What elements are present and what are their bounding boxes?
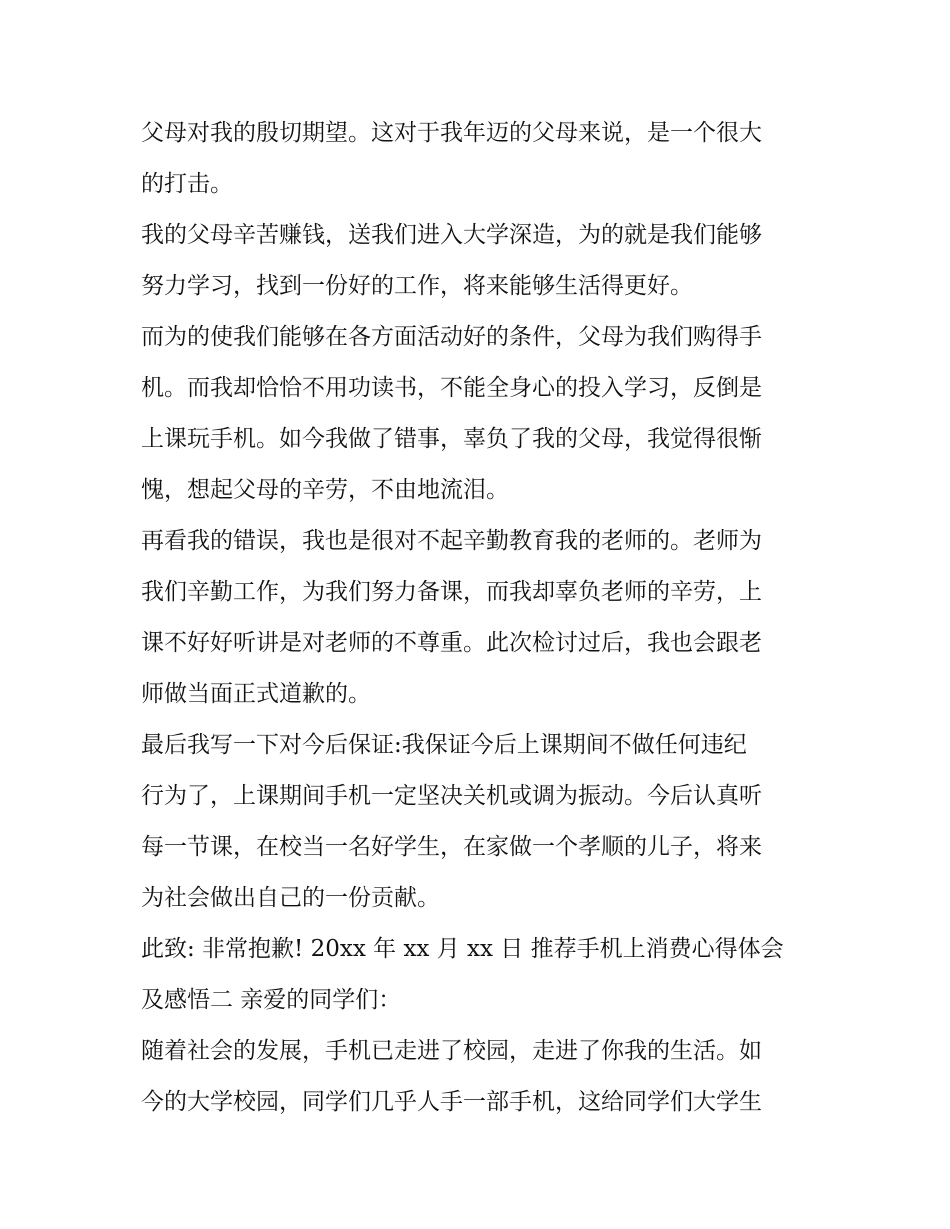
text-line: 今的大学校园，同学们几乎人手一部手机，这给同学们大学生 [141,1089,762,1115]
text-line: 及感悟二 亲爱的同学们： [141,987,402,1013]
text-line: 而为的使我们能够在各方面活动好的条件，父母为我们购得手 [141,324,762,350]
text-line: 为社会做出自己的一份贡献。 [141,885,440,911]
text-line: 机。而我却恰恰不用功读书，不能全身心的投入学习，反倒是 [141,375,762,401]
text-line: 愧，想起父母的辛劳，不由地流泪。 [141,477,509,503]
text-line: 师做当面正式道歉的。 [141,681,371,707]
text-line: 上课玩手机。如今我做了错事，辜负了我的父母，我觉得很惭 [141,426,762,452]
text-line: 我们辛勤工作，为我们努力备课，而我却辜负老师的辛劳，上 [141,579,762,605]
document-body [141,108,821,1128]
text-line: 每一节课，在校当一名好学生，在家做一个孝顺的儿子，将来 [141,834,762,860]
text-line: 的打击。 [141,171,233,197]
text-line: 行为了，上课期间手机一定坚决关机或调为振动。今后认真听 [141,783,762,809]
text-line: 此致: 非常抱歉! 20xx 年 xx 月 xx 日 推荐手机上消费心得体会 [141,936,784,962]
text-line: 最后我写一下对今后保证:我保证今后上课期间不做任何违纪 [141,732,747,758]
text-line: 努力学习，找到一份好的工作，将来能够生活得更好。 [141,273,693,299]
text-line: 再看我的错误，我也是很对不起辛勤教育我的老师的。老师为 [141,528,762,554]
text-line: 我的父母辛苦赚钱，送我们进入大学深造，为的就是我们能够 [141,222,762,248]
text-line: 父母对我的殷切期望。这对于我年迈的父母来说，是一个很大 [141,120,762,146]
text-line: 课不好好听讲是对老师的不尊重。此次检讨过后，我也会跟老 [141,630,762,656]
text-line: 随着社会的发展，手机已走进了校园，走进了你我的生活。如 [141,1038,762,1064]
